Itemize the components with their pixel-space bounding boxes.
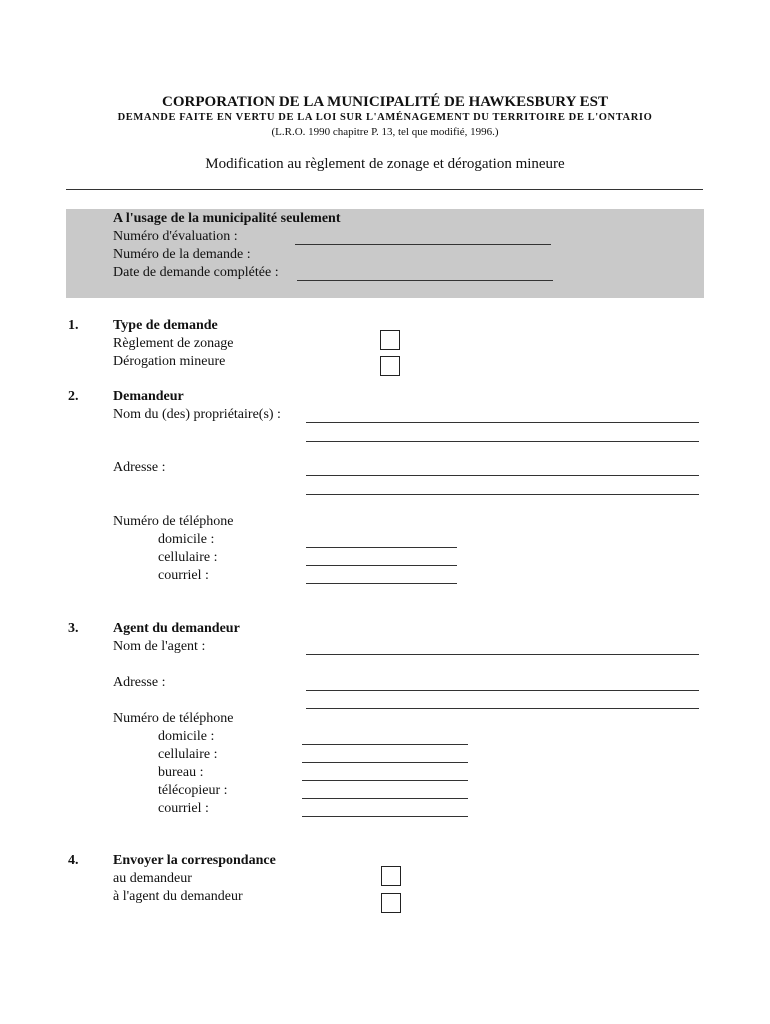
applicant-phone-label: Numéro de téléphone [113, 514, 234, 529]
agent-cell-field[interactable] [302, 762, 468, 763]
agent-office-label: bureau : [158, 765, 204, 780]
completed-date-label: Date de demande complétée : [113, 265, 279, 280]
agent-email-label: courriel : [158, 801, 209, 816]
to-applicant-option-label: au demandeur [113, 871, 192, 886]
assessment-number-label: Numéro d'évaluation : [113, 229, 238, 244]
section-2-heading: Demandeur [113, 389, 184, 404]
agent-home-label: domicile : [158, 729, 215, 744]
applicant-cell-field[interactable] [306, 565, 457, 566]
form-title: CORPORATION DE LA MUNICIPALITÉ DE HAWKESBURY EST [162, 94, 608, 110]
zoning-bylaw-checkbox[interactable] [380, 330, 400, 350]
owners-name-field-2[interactable] [306, 441, 699, 442]
agent-fax-field[interactable] [302, 798, 468, 799]
zoning-bylaw-option-label: Règlement de zonage [113, 336, 234, 351]
agent-name-label: Nom de l'agent : [113, 639, 206, 654]
agent-fax-label: télécopieur : [158, 783, 228, 798]
legal-reference: (L.R.O. 1990 chapitre P. 13, tel que modifié, 1996.) [271, 126, 499, 138]
section-1-number: 1. [68, 318, 79, 333]
section-4-heading: Envoyer la correspondance [113, 853, 276, 868]
minor-variance-checkbox[interactable] [380, 356, 400, 376]
assessment-number-field[interactable] [295, 244, 551, 245]
to-applicant-checkbox[interactable] [381, 866, 401, 886]
applicant-home-field[interactable] [306, 547, 457, 548]
applicant-address-field-2[interactable] [306, 494, 699, 495]
owners-name-field[interactable] [306, 422, 699, 423]
applicant-cell-label: cellulaire : [158, 550, 218, 565]
to-agent-option-label: à l'agent du demandeur [113, 889, 243, 904]
application-number-label: Numéro de la demande : [113, 247, 251, 262]
applicant-home-label: domicile : [158, 532, 215, 547]
document-title: Modification au règlement de zonage et dérogation mineure [205, 156, 565, 172]
applicant-email-label: courriel : [158, 568, 209, 583]
applicant-address-field[interactable] [306, 475, 699, 476]
section-3-number: 3. [68, 621, 79, 636]
minor-variance-option-label: Dérogation mineure [113, 354, 226, 369]
owners-name-label: Nom du (des) propriétaire(s) : [113, 407, 281, 422]
to-agent-checkbox[interactable] [381, 893, 401, 913]
agent-name-field[interactable] [306, 654, 699, 655]
section-4-number: 4. [68, 853, 79, 868]
form-subtitle: DEMANDE FAITE EN VERTU DE LA LOI SUR L'AMÉNAGEMENT DU TERRITOIRE DE L'ONTARIO [117, 112, 653, 123]
agent-cell-label: cellulaire : [158, 747, 218, 762]
agent-office-field[interactable] [302, 780, 468, 781]
office-use-heading: A l'usage de la municipalité seulement [113, 211, 341, 226]
applicant-address-label: Adresse : [113, 460, 166, 475]
agent-address-field[interactable] [306, 690, 699, 691]
agent-email-field[interactable] [302, 816, 468, 817]
section-1-heading: Type de demande [113, 318, 218, 333]
completed-date-field[interactable] [297, 280, 553, 281]
applicant-email-field[interactable] [306, 583, 457, 584]
agent-phone-label: Numéro de téléphone [113, 711, 234, 726]
section-2-number: 2. [68, 389, 79, 404]
section-3-heading: Agent du demandeur [113, 621, 240, 636]
agent-home-field[interactable] [302, 744, 468, 745]
header-divider [66, 189, 703, 190]
agent-address-field-2[interactable] [306, 708, 699, 709]
agent-address-label: Adresse : [113, 675, 166, 690]
